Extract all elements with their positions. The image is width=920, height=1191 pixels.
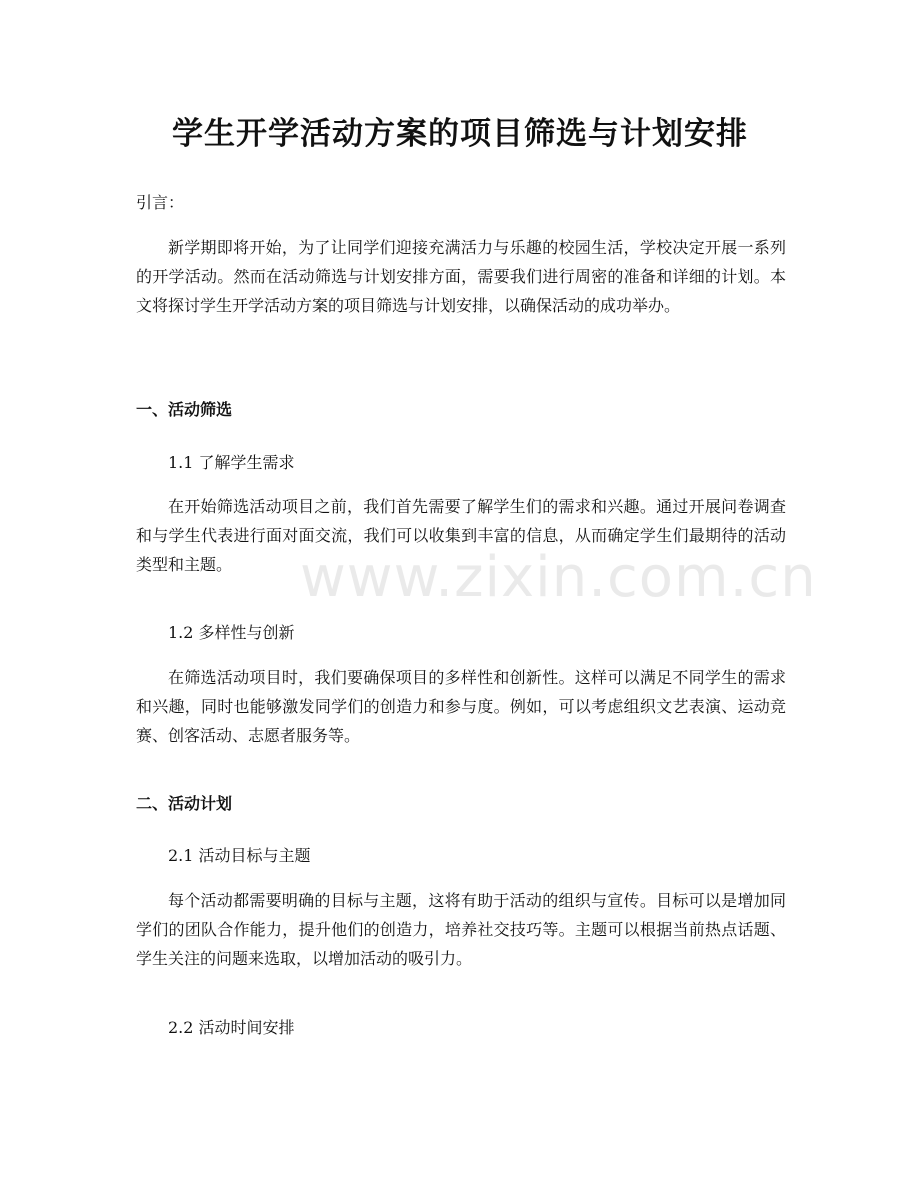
intro-paragraph: 新学期即将开始，为了让同学们迎接充满活力与乐趣的校园生活，学校决定开展一系列的开学活动。然而在活动筛选与计划安排方面，需要我们进行周密的准备和详细的计划。本文将探讨学生开学活动方案的项目筛选与计划安排，以确保活动的成功举办。 bbox=[136, 238, 786, 315]
document-title: 学生开学活动方案的项目筛选与计划安排 bbox=[172, 116, 748, 152]
watermark: www.zixin.com.cn bbox=[300, 545, 817, 610]
subsection-paragraph-1-1: 在开始筛选活动项目之前，我们首先需要了解学生们的需求和兴趣。通过开展问卷调查和与学生代表进行面对面交流，我们可以收集到丰富的信息，从而确定学生们最期待的活动类型和主题。 bbox=[136, 497, 786, 574]
subsection-heading-2-1: 2.1 活动目标与主题 bbox=[168, 846, 311, 865]
section-heading-1: 一、活动筛选 bbox=[136, 400, 233, 419]
section-heading-2: 二、活动计划 bbox=[136, 794, 233, 813]
subsection-heading-1-2: 1.2 多样性与创新 bbox=[168, 623, 295, 642]
subsection-paragraph-1-2: 在筛选活动项目时，我们要确保项目的多样性和创新性。这样可以满足不同学生的需求和兴趣，同时也能够激发同学们的创造力和参与度。例如，可以考虑组织文艺表演、运动竞赛、创客活动、志愿者服务等。 bbox=[136, 668, 786, 745]
subsection-heading-1-1: 1.1 了解学生需求 bbox=[168, 453, 295, 472]
intro-label: 引言： bbox=[136, 193, 185, 212]
subsection-heading-2-2: 2.2 活动时间安排 bbox=[168, 1018, 295, 1037]
subsection-paragraph-2-1: 每个活动都需要明确的目标与主题，这将有助于活动的组织与宣传。目标可以是增加同学们的团队合作能力，提升他们的创造力，培养社交技巧等。主题可以根据当前热点话题、学生关注的问题来选取，以增加活动的吸引力。 bbox=[136, 891, 786, 968]
